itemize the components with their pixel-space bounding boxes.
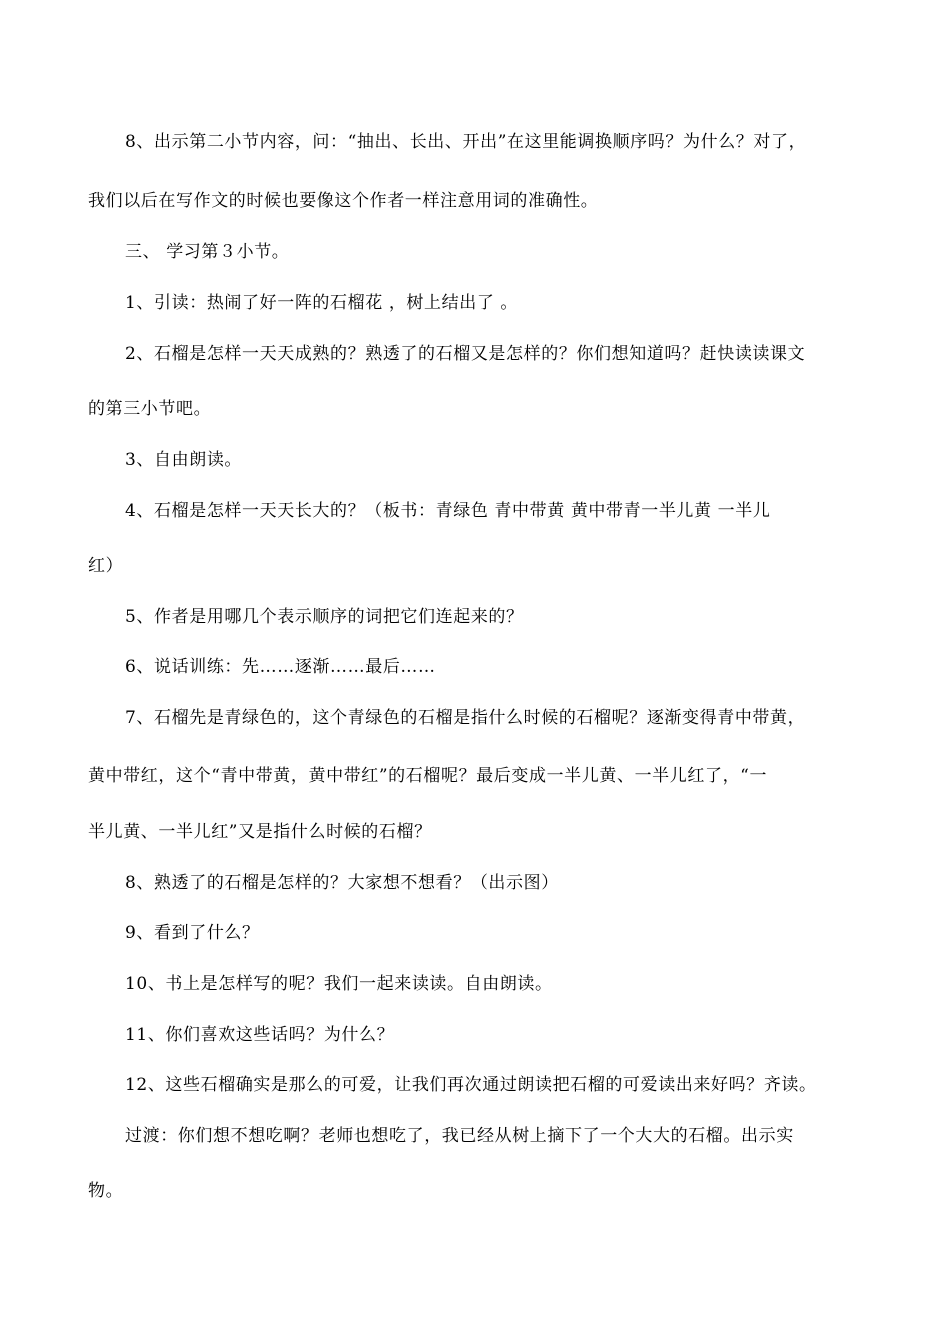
- section-heading: 三、 学习第３小节。: [125, 242, 290, 262]
- paragraph-line: 半儿黄、一半儿红”又是指什么时候的石榴？: [88, 822, 432, 842]
- paragraph-line: 黄中带红，这个“青中带黄，黄中带红”的石榴呢？最后变成一半儿黄、一半儿红了，“一: [88, 766, 768, 786]
- paragraph-line: 过渡：你们想不想吃啊？老师也想吃了，我已经从树上摘下了一个大大的石榴。出示实: [125, 1126, 794, 1146]
- paragraph-line: 3、自由朗读。: [125, 450, 243, 470]
- paragraph-line: 物。: [88, 1181, 124, 1201]
- paragraph-line: 11、你们喜欢这些话吗？为什么？: [125, 1025, 395, 1045]
- paragraph-line: 12、这些石榴确实是那么的可爱，让我们再次通过朗读把石榴的可爱读出来好吗？齐读。: [125, 1075, 817, 1095]
- paragraph-line: 1、引读：热闹了好一阵的石榴花 ，树上结出了 。: [125, 293, 519, 313]
- paragraph-line: 8、熟透了的石榴是怎样的？大家想不想看？（出示图）: [125, 873, 559, 893]
- paragraph-line: 6、说话训练：先……逐渐……最后……: [125, 657, 436, 677]
- paragraph-line: 7、石榴先是青绿色的，这个青绿色的石榴是指什么时候的石榴呢？逐渐变得青中带黄，: [125, 708, 806, 728]
- paragraph-line: 2、石榴是怎样一天天成熟的？熟透了的石榴又是怎样的？你们想知道吗？赶快读读课文: [125, 344, 806, 364]
- paragraph-line: 5、作者是用哪几个表示顺序的词把它们连起来的？: [125, 607, 524, 627]
- paragraph-line: 我们以后在写作文的时候也要像这个作者一样注意用词的准确性。: [88, 191, 599, 211]
- paragraph-line: 9、看到了什么？: [125, 923, 260, 943]
- paragraph-line: 4、石榴是怎样一天天长大的？（板书：青绿色 青中带黄 黄中带青一半儿黄 一半儿: [125, 501, 771, 521]
- paragraph-line: 8、出示第二小节内容，问：“抽出、长出、开出”在这里能调换顺序吗？为什么？对了，: [125, 132, 807, 152]
- paragraph-line: 红）: [88, 556, 124, 576]
- paragraph-line: 的第三小节吧。: [88, 399, 212, 419]
- paragraph-line: 10、书上是怎样写的呢？我们一起来读读。自由朗读。: [125, 974, 553, 994]
